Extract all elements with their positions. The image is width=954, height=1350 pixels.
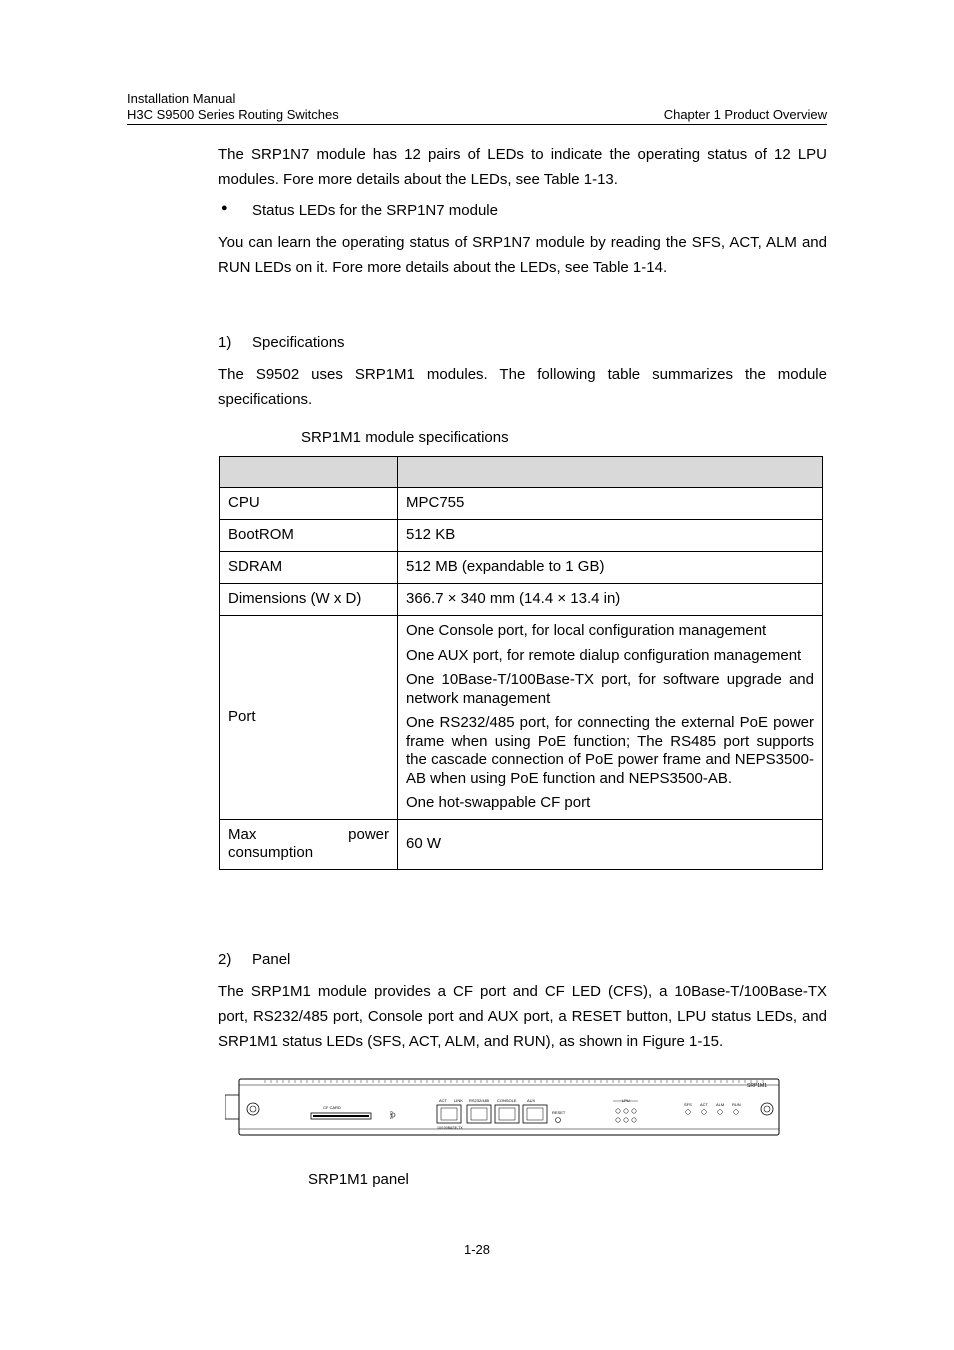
intro-paragraph-2: You can learn the operating status of SRP1N7 module by reading the SFS, ACT, ALM and RUN LEDs on it. Fore more details about the LEDs, see Table 1-14. [218, 234, 827, 276]
status-led-label: SFS [684, 1102, 692, 1107]
table-row [220, 584, 823, 616]
table-header-cell [220, 457, 398, 488]
header-rule [127, 124, 827, 125]
table-header-cell [398, 457, 823, 488]
srp1m1-panel-figure [225, 1073, 785, 1139]
port-line: One hot-swappable CF port [406, 794, 591, 811]
table-row-port [220, 616, 823, 820]
table-cell-item: Dimensions (W x D) [220, 584, 398, 616]
link-port-label: LINK [454, 1098, 463, 1103]
port-line: One AUX port, for remote dialup configuration management [406, 646, 802, 664]
table-row [220, 552, 823, 584]
cfs-label: CFS [389, 1111, 394, 1119]
port-line: One RS232/485 port, for connecting the external PoE power frame when using PoE function; The RS485 port supports the cascade connection of PoE power frame and NEPS3500-AB when using PoE function and NEPS3500-AB. [406, 714, 814, 787]
bullet-item-status-leds: Status LEDs for the SRP1N7 module [252, 202, 498, 219]
table-cell-value: MPC755 [398, 488, 823, 520]
table-row [220, 488, 823, 520]
rs232-port-label: RS232/485 [469, 1098, 490, 1103]
header-product-name: H3C S9500 Series Routing Switches [127, 107, 339, 122]
spec-table [219, 456, 823, 870]
console-port-label: CONSOLE [497, 1098, 517, 1103]
status-led-label: ALM [716, 1102, 725, 1107]
ejector-tab [225, 1095, 239, 1119]
table-cell-value: 60 W [398, 819, 823, 869]
header-manual-title: Installation Manual [127, 91, 236, 106]
status-led-label: RUN [732, 1102, 741, 1107]
bullet-dot: ● [221, 202, 228, 214]
table-row-power [220, 819, 823, 869]
reset-label: RESET [552, 1110, 566, 1115]
section1-number: 1) [218, 334, 232, 351]
port-line: One 10Base-T/100Base-TX port, for software upgrade and network management [406, 671, 814, 707]
table-cell-item: Max power consumption [220, 819, 398, 869]
figure-caption: SRP1M1 panel [308, 1171, 409, 1188]
table-caption: SRP1M1 module specifications [301, 429, 509, 446]
port-line: One Console port, for local configuration management [406, 622, 767, 639]
section2-title: Panel [252, 951, 291, 968]
section1-title: Specifications [252, 334, 345, 351]
status-led-label: ACT [700, 1102, 708, 1107]
table-cell-port-value [398, 616, 823, 820]
aux-port-label: AUX [527, 1098, 536, 1103]
intro-paragraph-1: The SRP1N7 module has 12 pairs of LEDs to indicate the operating status of 12 LPU modules. Fore more details about the LEDs, see Table 1-13. [218, 146, 827, 188]
table-cell-value: 512 KB [398, 520, 823, 552]
table-cell-value: 512 MB (expandable to 1 GB) [398, 552, 823, 584]
table-cell-item: Port [220, 616, 398, 820]
table-cell-item: SDRAM [220, 552, 398, 584]
cf-card-label: CF CARD [323, 1105, 341, 1110]
table-row [220, 520, 823, 552]
act-port-label: ACT [439, 1098, 447, 1103]
section2-number: 2) [218, 951, 232, 968]
table-header-row [220, 457, 823, 488]
table-cell-item: CPU [220, 488, 398, 520]
table-cell-value: 366.7 × 340 mm (14.4 × 13.4 in) [398, 584, 823, 616]
panel-model-label: SRP1M1 [747, 1083, 768, 1089]
header-chapter: Chapter 1 Product Overview [663, 107, 827, 122]
section1-paragraph: The S9502 uses SRP1M1 modules. The following table summarizes the module specifications. [218, 366, 827, 408]
table-cell-item: BootROM [220, 520, 398, 552]
lpu-label: LPU [622, 1098, 630, 1103]
section2-paragraph: The SRP1M1 module provides a CF port and CF LED (CFS), a 10Base-T/100Base-TX port, RS232/485 port, Console port and AUX port, a RESET button, LPU status LEDs, and SRP1M1 status LEDs (SFS, ACT, ALM, and RUN), as shown in Figure 1-15. [218, 983, 827, 1050]
page-number: 1-28 [463, 1242, 491, 1257]
eth-port-label: 10/100BASE-TX [437, 1126, 463, 1130]
cf-card-slot-opening [313, 1115, 369, 1117]
panel-body [239, 1079, 779, 1135]
